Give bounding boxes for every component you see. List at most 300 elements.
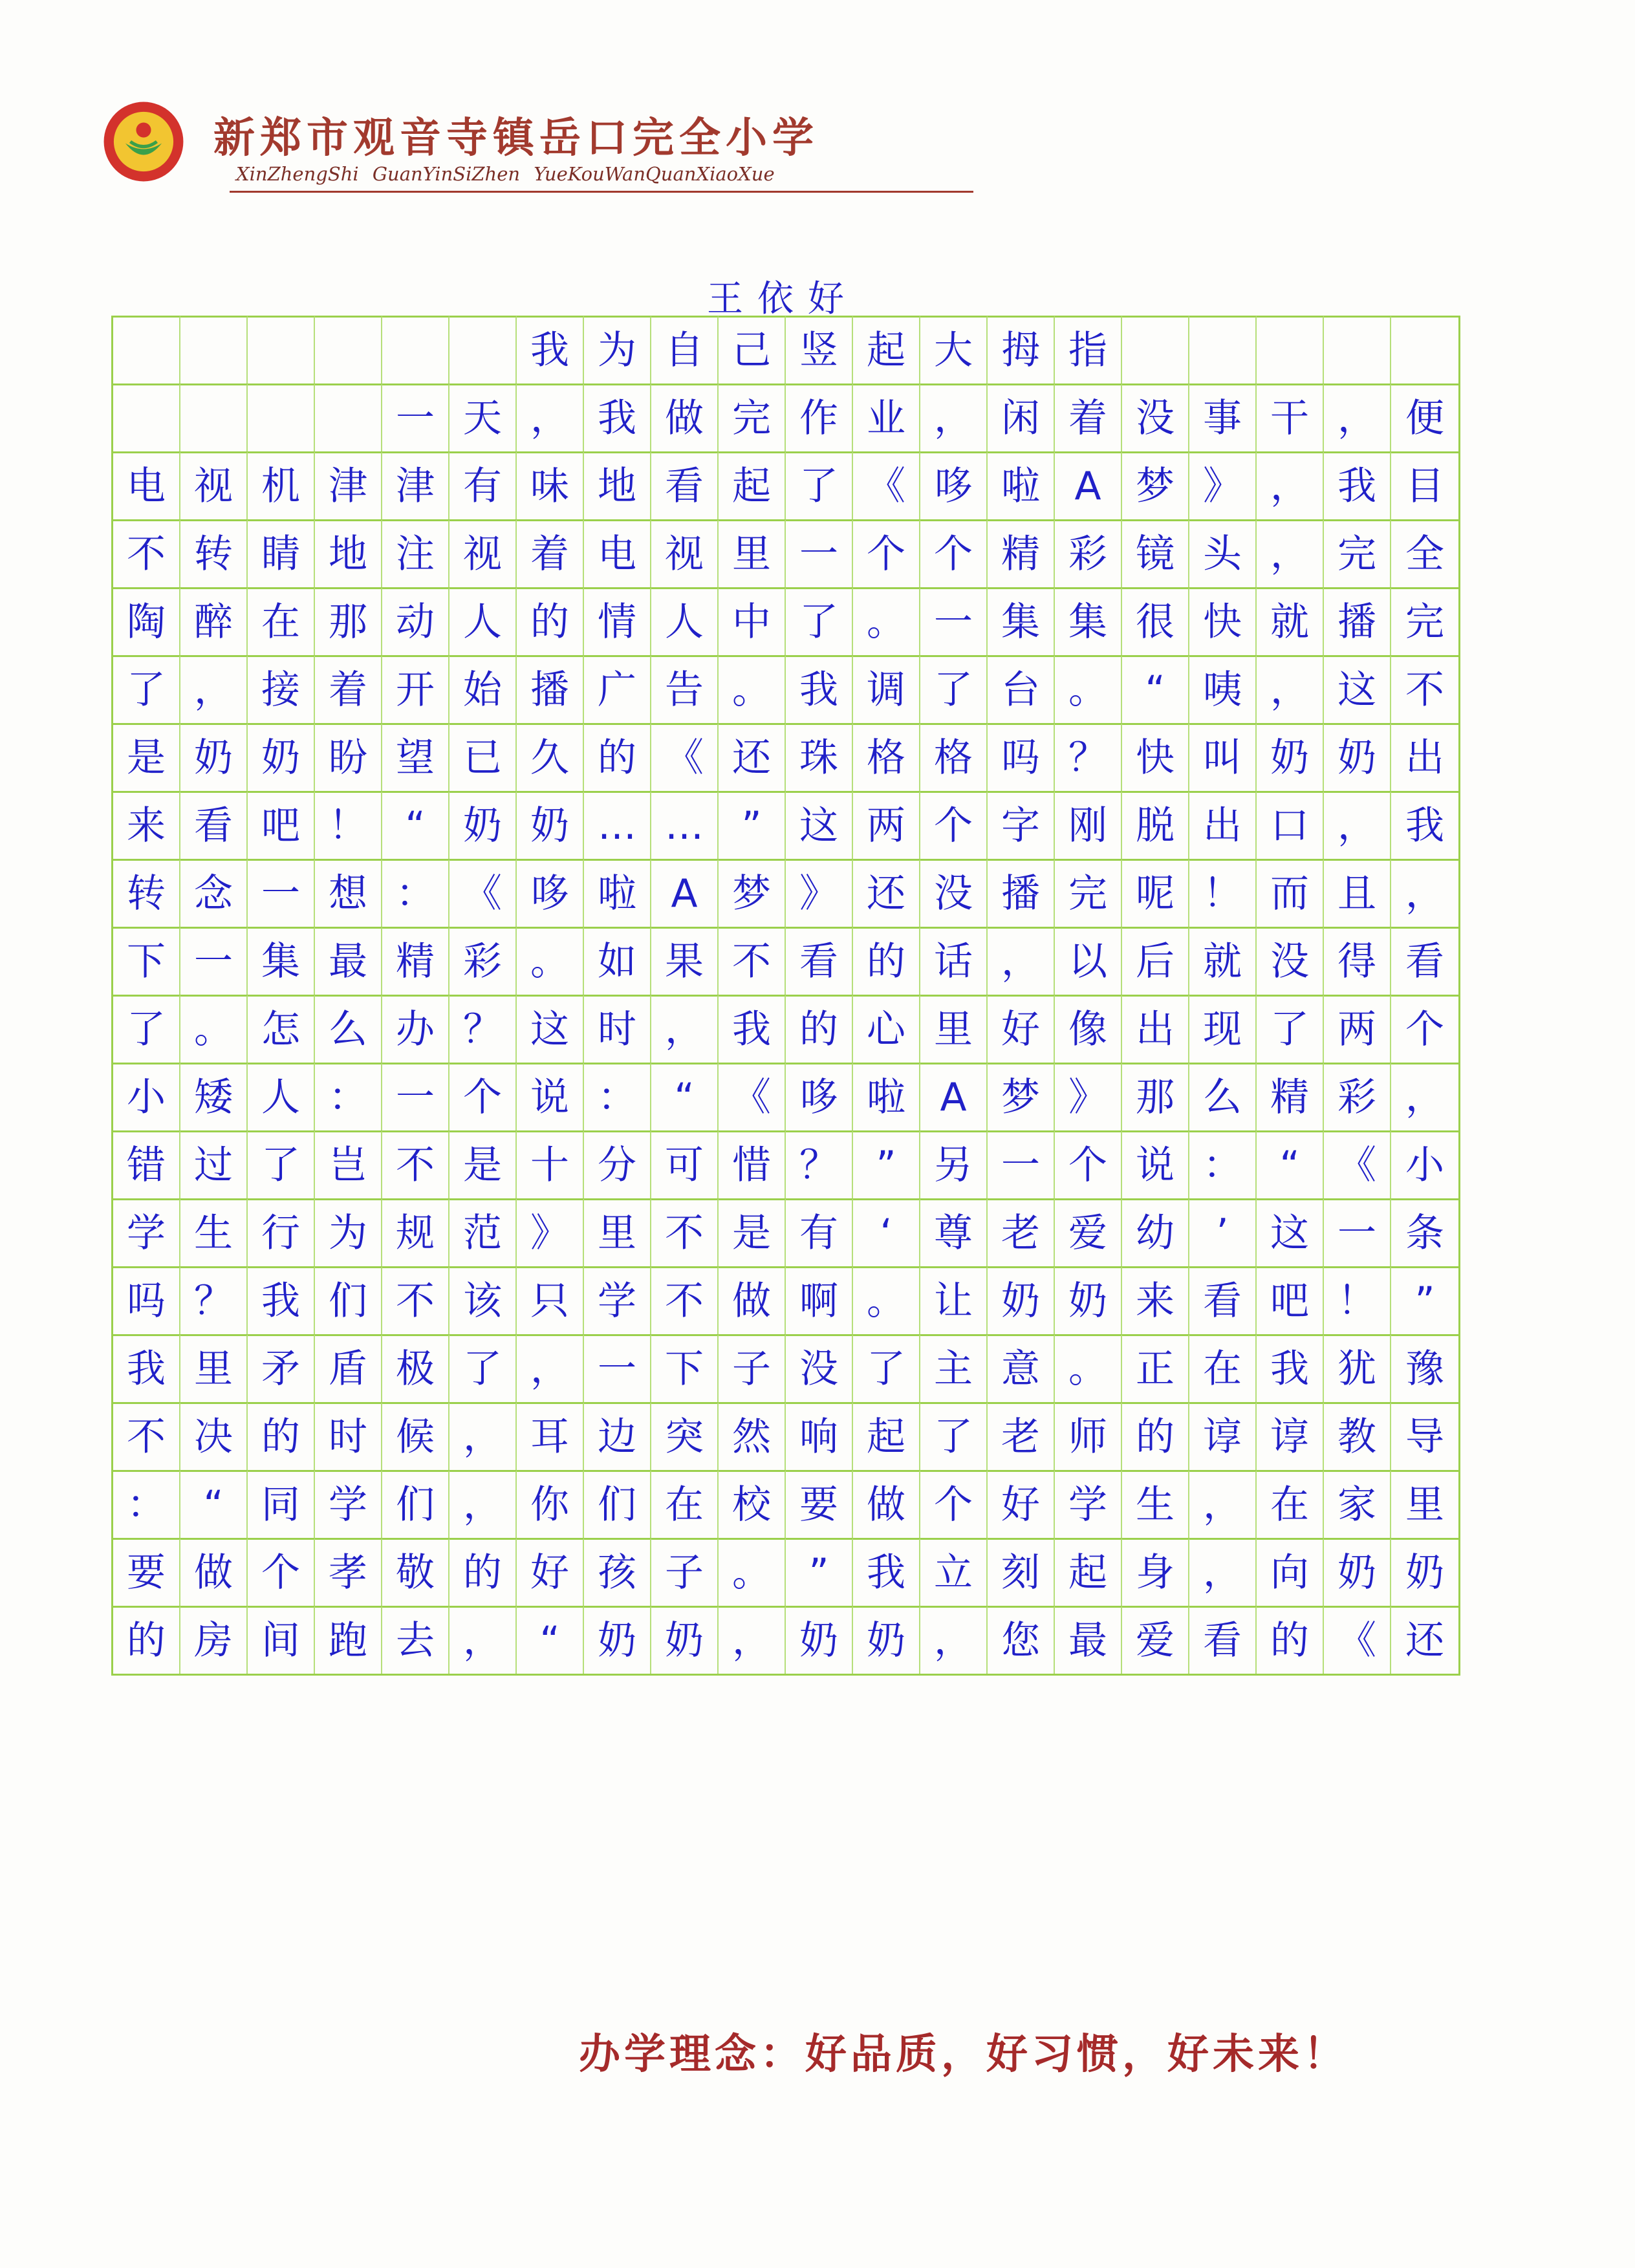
grid-cell: 的 — [113, 1606, 180, 1674]
grid-cell: 奶 — [248, 723, 315, 791]
grid-cell: A — [651, 859, 719, 927]
grid-cell: ” — [853, 1130, 920, 1198]
grid-cell: 去 — [382, 1606, 449, 1674]
grid-cell: 敬 — [382, 1538, 449, 1606]
grid-cell: 突 — [651, 1402, 719, 1470]
grid-cell: 一 — [786, 519, 853, 587]
grid-cell: 盾 — [315, 1334, 382, 1402]
grid-cell: 看 — [1189, 1266, 1257, 1334]
grid-cell: 快 — [1122, 723, 1189, 791]
grid-cell: 房 — [180, 1606, 248, 1674]
grid-cell: 学 — [113, 1198, 180, 1266]
grid-cell: 的 — [449, 1538, 517, 1606]
title-cell — [1324, 316, 1391, 383]
grid-cell: 导 — [1391, 1402, 1458, 1470]
school-motto: 办学理念：好品质，好习惯，好未来！ — [579, 2030, 1348, 2079]
grid-cell: 这 — [786, 791, 853, 859]
grid-cell: 时 — [315, 1402, 382, 1470]
grid-cell: 人 — [651, 587, 719, 655]
grid-cell: “ — [180, 1470, 248, 1538]
grid-cell: ： — [1189, 1130, 1257, 1198]
grid-cell: 刚 — [1055, 791, 1122, 859]
title-cell — [1189, 316, 1257, 383]
grid-cell: 孝 — [315, 1538, 382, 1606]
grid-cell: 我 — [1257, 1334, 1324, 1402]
grid-cell: 呢 — [1122, 859, 1189, 927]
grid-cell: 这 — [517, 995, 584, 1063]
grid-cell: 耳 — [517, 1402, 584, 1470]
grid-cell: 做 — [853, 1470, 920, 1538]
grid-cell — [113, 383, 180, 451]
grid-cell: 接 — [248, 655, 315, 723]
grid-cell: 《 — [719, 1063, 786, 1130]
grid-cell: 另 — [920, 1130, 988, 1198]
grid-cell: 盼 — [315, 723, 382, 791]
grid-cell: 的 — [853, 927, 920, 995]
grid-cell: 。 — [719, 1538, 786, 1606]
grid-cell: ： — [584, 1063, 651, 1130]
grid-cell: 过 — [180, 1130, 248, 1198]
grid-cell: 最 — [315, 927, 382, 995]
grid-cell: ， — [719, 1606, 786, 1674]
grid-cell: 奶 — [1324, 723, 1391, 791]
grid-cell: ， — [1189, 1470, 1257, 1538]
grid-cell: 没 — [1257, 927, 1324, 995]
grid-cell: 头 — [1189, 519, 1257, 587]
grid-cell: 注 — [382, 519, 449, 587]
grid-cell: 你 — [517, 1470, 584, 1538]
grid-cell: 在 — [1189, 1334, 1257, 1402]
grid-cell: 奶 — [1055, 1266, 1122, 1334]
grid-cell: 吧 — [1257, 1266, 1324, 1334]
grid-cell — [248, 383, 315, 451]
grid-cell: 好 — [988, 1470, 1055, 1538]
grid-cell: 不 — [113, 1402, 180, 1470]
grid-cell: 像 — [1055, 995, 1122, 1063]
grid-cell: 还 — [719, 723, 786, 791]
grid-cell: 谆 — [1257, 1402, 1324, 1470]
grid-cell: 意 — [988, 1334, 1055, 1402]
grid-cell: 看 — [651, 451, 719, 519]
grid-cell: 起 — [719, 451, 786, 519]
grid-cell: 说 — [517, 1063, 584, 1130]
grid-cell: 电 — [584, 519, 651, 587]
grid-cell: ： — [113, 1470, 180, 1538]
grid-cell: ： — [315, 1063, 382, 1130]
grid-cell: 调 — [853, 655, 920, 723]
grid-cell: ？ — [786, 1130, 853, 1198]
grid-cell: 出 — [1391, 723, 1458, 791]
grid-cell: 了 — [853, 1334, 920, 1402]
grid-cell: 幼 — [1122, 1198, 1189, 1266]
grid-cell: 得 — [1324, 927, 1391, 995]
grid-cell: 分 — [584, 1130, 651, 1198]
grid-cell: 有 — [449, 451, 517, 519]
grid-cell: 。 — [1055, 1334, 1122, 1402]
grid-cell: 啦 — [988, 451, 1055, 519]
grid-cell: ？ — [449, 995, 517, 1063]
grid-cell: 便 — [1391, 383, 1458, 451]
grid-cell: 跑 — [315, 1606, 382, 1674]
grid-cell: 这 — [1257, 1198, 1324, 1266]
writing-grid — [111, 316, 1460, 1676]
grid-cell: 精 — [988, 519, 1055, 587]
grid-cell: 响 — [786, 1402, 853, 1470]
grid-cell: 刻 — [988, 1538, 1055, 1606]
grid-cell: 两 — [853, 791, 920, 859]
grid-cell: 爱 — [1055, 1198, 1122, 1266]
grid-cell: 我 — [1324, 451, 1391, 519]
grid-cell: 睛 — [248, 519, 315, 587]
grid-cell — [180, 383, 248, 451]
grid-cell: 们 — [315, 1266, 382, 1334]
grid-cell: 一 — [988, 1130, 1055, 1198]
grid-cell: ， — [1189, 1538, 1257, 1606]
grid-cell: 尊 — [920, 1198, 988, 1266]
title-cell: 指 — [1055, 316, 1122, 383]
grid-cell: 个 — [920, 791, 988, 859]
grid-cell: 镜 — [1122, 519, 1189, 587]
grid-cell: 学 — [315, 1470, 382, 1538]
grid-cell: 们 — [382, 1470, 449, 1538]
school-logo-icon — [102, 100, 185, 183]
grid-cell: 集 — [1055, 587, 1122, 655]
grid-cell: A — [1055, 451, 1122, 519]
grid-cell: 广 — [584, 655, 651, 723]
grid-cell: 目 — [1391, 451, 1458, 519]
grid-cell: 没 — [920, 859, 988, 927]
header-divider — [230, 191, 973, 193]
grid-cell: 我 — [113, 1334, 180, 1402]
title-cell — [1391, 316, 1458, 383]
grid-cell: 业 — [853, 383, 920, 451]
grid-cell: ， — [920, 1606, 988, 1674]
grid-cell: 醉 — [180, 587, 248, 655]
grid-cell: 还 — [1391, 1606, 1458, 1674]
grid-cell: 矛 — [248, 1334, 315, 1402]
grid-cell: 。 — [1055, 655, 1122, 723]
grid-cell: 同 — [248, 1470, 315, 1538]
grid-cell: 如 — [584, 927, 651, 995]
grid-cell: ： — [382, 859, 449, 927]
grid-cell: 我 — [786, 655, 853, 723]
grid-cell: 果 — [651, 927, 719, 995]
grid-cell: 味 — [517, 451, 584, 519]
grid-cell: 起 — [1055, 1538, 1122, 1606]
grid-cell: 作 — [786, 383, 853, 451]
grid-cell: 犹 — [1324, 1334, 1391, 1402]
grid-cell: 了 — [1257, 995, 1324, 1063]
grid-cell: 没 — [1122, 383, 1189, 451]
title-cell — [113, 316, 180, 383]
grid-cell: 生 — [180, 1198, 248, 1266]
grid-cell: 家 — [1324, 1470, 1391, 1538]
grid-cell: 集 — [248, 927, 315, 995]
grid-cell: 哆 — [786, 1063, 853, 1130]
grid-cell: 着 — [1055, 383, 1122, 451]
grid-cell: 最 — [1055, 1606, 1122, 1674]
grid-cell: 是 — [719, 1198, 786, 1266]
title-cell — [248, 316, 315, 383]
grid-cell: 念 — [180, 859, 248, 927]
grid-cell: 》 — [1189, 451, 1257, 519]
grid-cell: ！ — [315, 791, 382, 859]
grid-cell: ， — [651, 995, 719, 1063]
grid-cell: ， — [920, 383, 988, 451]
grid-cell: 让 — [920, 1266, 988, 1334]
grid-cell: 怎 — [248, 995, 315, 1063]
grid-cell: 《 — [1324, 1130, 1391, 1198]
grid-cell: 豫 — [1391, 1334, 1458, 1402]
grid-cell: 的 — [1257, 1606, 1324, 1674]
grid-cell: 该 — [449, 1266, 517, 1334]
grid-cell: ， — [1391, 1063, 1458, 1130]
grid-cell: ？ — [1055, 723, 1122, 791]
grid-cell: 出 — [1189, 791, 1257, 859]
grid-cell: 格 — [853, 723, 920, 791]
grid-cell: “ — [1122, 655, 1189, 723]
grid-cell: 《 — [651, 723, 719, 791]
grid-cell: 奶 — [651, 1606, 719, 1674]
grid-cell: ， — [180, 655, 248, 723]
grid-cell: 转 — [113, 859, 180, 927]
grid-cell: 小 — [1391, 1130, 1458, 1198]
grid-cell: 没 — [786, 1334, 853, 1402]
grid-cell: 了 — [113, 995, 180, 1063]
grid-cell: 边 — [584, 1402, 651, 1470]
grid-cell: 在 — [248, 587, 315, 655]
grid-cell: 吗 — [113, 1266, 180, 1334]
grid-cell: 梦 — [988, 1063, 1055, 1130]
grid-cell: 候 — [382, 1402, 449, 1470]
grid-cell: 以 — [1055, 927, 1122, 995]
grid-cell: 里 — [1391, 1470, 1458, 1538]
grid-cell: 教 — [1324, 1402, 1391, 1470]
grid-cell: 字 — [988, 791, 1055, 859]
grid-cell: 学 — [584, 1266, 651, 1334]
grid-cell: 彩 — [449, 927, 517, 995]
grid-cell: 叫 — [1189, 723, 1257, 791]
grid-cell: 的 — [517, 587, 584, 655]
grid-cell: 决 — [180, 1402, 248, 1470]
grid-cell: 播 — [988, 859, 1055, 927]
grid-cell: ？ — [180, 1266, 248, 1334]
grid-cell: 机 — [248, 451, 315, 519]
grid-cell: 了 — [786, 587, 853, 655]
grid-cell: 不 — [1391, 655, 1458, 723]
grid-cell: 梦 — [719, 859, 786, 927]
grid-cell: 。 — [719, 655, 786, 723]
grid-cell: 一 — [180, 927, 248, 995]
title-cell — [180, 316, 248, 383]
grid-cell: 快 — [1189, 587, 1257, 655]
grid-cell: 那 — [315, 587, 382, 655]
title-cell: 我 — [517, 316, 584, 383]
grid-cell: 啦 — [853, 1063, 920, 1130]
grid-cell: 话 — [920, 927, 988, 995]
grid-cell: 完 — [1391, 587, 1458, 655]
school-header — [97, 91, 938, 194]
grid-cell: ， — [517, 1334, 584, 1402]
grid-cell: 间 — [248, 1606, 315, 1674]
title-cell: 竖 — [786, 316, 853, 383]
grid-cell: 的 — [248, 1402, 315, 1470]
grid-cell: 办 — [382, 995, 449, 1063]
grid-cell: … — [584, 791, 651, 859]
grid-cell: 现 — [1189, 995, 1257, 1063]
grid-cell: 告 — [651, 655, 719, 723]
grid-cell: 生 — [1122, 1470, 1189, 1538]
grid-cell: ” — [786, 1538, 853, 1606]
grid-cell: 里 — [920, 995, 988, 1063]
grid-cell: ， — [449, 1606, 517, 1674]
grid-cell: 们 — [584, 1470, 651, 1538]
grid-cell: 哆 — [920, 451, 988, 519]
grid-cell: 我 — [853, 1538, 920, 1606]
grid-cell: 视 — [180, 451, 248, 519]
grid-cell: 啊 — [786, 1266, 853, 1334]
grid-cell: 出 — [1122, 995, 1189, 1063]
grid-cell: “ — [651, 1063, 719, 1130]
grid-cell: 彩 — [1055, 519, 1122, 587]
grid-cell: 播 — [517, 655, 584, 723]
grid-cell: 脱 — [1122, 791, 1189, 859]
essay-author: 王依好 — [707, 278, 858, 320]
grid-cell: ， — [449, 1402, 517, 1470]
grid-cell: 。 — [853, 587, 920, 655]
grid-cell: 个 — [1391, 995, 1458, 1063]
grid-cell: 个 — [248, 1538, 315, 1606]
grid-cell — [315, 383, 382, 451]
grid-cell: 奶 — [988, 1266, 1055, 1334]
grid-cell: 地 — [315, 519, 382, 587]
grid-cell: 就 — [1257, 587, 1324, 655]
grid-cell: 的 — [1122, 1402, 1189, 1470]
grid-cell: ， — [449, 1470, 517, 1538]
grid-cell: 播 — [1324, 587, 1391, 655]
grid-cell: 做 — [651, 383, 719, 451]
title-cell: 自 — [651, 316, 719, 383]
grid-cell: 动 — [382, 587, 449, 655]
grid-cell: 个 — [1055, 1130, 1122, 1198]
grid-cell: 奶 — [180, 723, 248, 791]
grid-cell: 看 — [180, 791, 248, 859]
grid-cell: 立 — [920, 1538, 988, 1606]
grid-cell: 下 — [651, 1334, 719, 1402]
grid-cell: ’ — [1189, 1198, 1257, 1266]
grid-cell: 》 — [517, 1198, 584, 1266]
grid-cell: 哆 — [517, 859, 584, 927]
grid-cell: 惜 — [719, 1130, 786, 1198]
grid-cell: 全 — [1391, 519, 1458, 587]
grid-cell: 彩 — [1324, 1063, 1391, 1130]
grid-cell: 心 — [853, 995, 920, 1063]
grid-cell: 在 — [1257, 1470, 1324, 1538]
grid-cell: 而 — [1257, 859, 1324, 927]
grid-cell: 奶 — [449, 791, 517, 859]
grid-cell: 这 — [1324, 655, 1391, 723]
grid-cell: 着 — [517, 519, 584, 587]
grid-cell: 老 — [988, 1198, 1055, 1266]
grid-cell: 视 — [651, 519, 719, 587]
grid-cell: 师 — [1055, 1402, 1122, 1470]
grid-cell: 十 — [517, 1130, 584, 1198]
grid-cell: 就 — [1189, 927, 1257, 995]
grid-cell: 集 — [988, 587, 1055, 655]
grid-cell: 的 — [584, 723, 651, 791]
grid-cell: 完 — [719, 383, 786, 451]
grid-cell: 了 — [449, 1334, 517, 1402]
grid-cell: 可 — [651, 1130, 719, 1198]
grid-cell: 视 — [449, 519, 517, 587]
grid-cell: 我 — [584, 383, 651, 451]
grid-cell: 么 — [1189, 1063, 1257, 1130]
grid-cell: 您 — [988, 1606, 1055, 1674]
grid-cell: 津 — [382, 451, 449, 519]
grid-cell: 错 — [113, 1130, 180, 1198]
grid-cell: 转 — [180, 519, 248, 587]
school-pinyin: XinZhengShi GuanYinSiZhen YueKouWanQuanXiaoXue — [236, 163, 775, 185]
grid-cell: “ — [382, 791, 449, 859]
grid-cell: 》 — [786, 859, 853, 927]
title-cell — [449, 316, 517, 383]
grid-cell: 范 — [449, 1198, 517, 1266]
grid-cell: ， — [1257, 519, 1324, 587]
grid-cell: 好 — [517, 1538, 584, 1606]
grid-cell: 不 — [382, 1266, 449, 1334]
grid-cell: 我 — [248, 1266, 315, 1334]
grid-cell: 始 — [449, 655, 517, 723]
grid-cell: 看 — [786, 927, 853, 995]
grid-cell: 两 — [1324, 995, 1391, 1063]
grid-cell: 不 — [719, 927, 786, 995]
grid-cell: 个 — [449, 1063, 517, 1130]
grid-cell: 后 — [1122, 927, 1189, 995]
grid-cell: 一 — [248, 859, 315, 927]
title-cell — [382, 316, 449, 383]
grid-cell: 一 — [382, 1063, 449, 1130]
grid-cell: 是 — [449, 1130, 517, 1198]
grid-cell: 那 — [1122, 1063, 1189, 1130]
grid-cell: 了 — [113, 655, 180, 723]
grid-cell: 吧 — [248, 791, 315, 859]
grid-cell: 梦 — [1122, 451, 1189, 519]
grid-cell: “ — [1257, 1130, 1324, 1198]
grid-cell: 了 — [920, 1402, 988, 1470]
grid-cell: ， — [1324, 791, 1391, 859]
grid-cell: 《 — [853, 451, 920, 519]
grid-cell: 向 — [1257, 1538, 1324, 1606]
grid-cell: ， — [517, 383, 584, 451]
grid-cell: 精 — [382, 927, 449, 995]
grid-cell: 完 — [1055, 859, 1122, 927]
grid-cell: 开 — [382, 655, 449, 723]
grid-cell: 里 — [719, 519, 786, 587]
grid-cell: 《 — [1324, 1606, 1391, 1674]
grid-cell: … — [651, 791, 719, 859]
grid-cell: ， — [988, 927, 1055, 995]
grid-cell: 校 — [719, 1470, 786, 1538]
grid-cell: 了 — [248, 1130, 315, 1198]
title-cell: 起 — [853, 316, 920, 383]
grid-cell: 一 — [920, 587, 988, 655]
grid-cell: 来 — [113, 791, 180, 859]
grid-cell: 爱 — [1122, 1606, 1189, 1674]
grid-cell: 正 — [1122, 1334, 1189, 1402]
grid-cell: 做 — [719, 1266, 786, 1334]
grid-cell: 事 — [1189, 383, 1257, 451]
grid-cell: 为 — [315, 1198, 382, 1266]
